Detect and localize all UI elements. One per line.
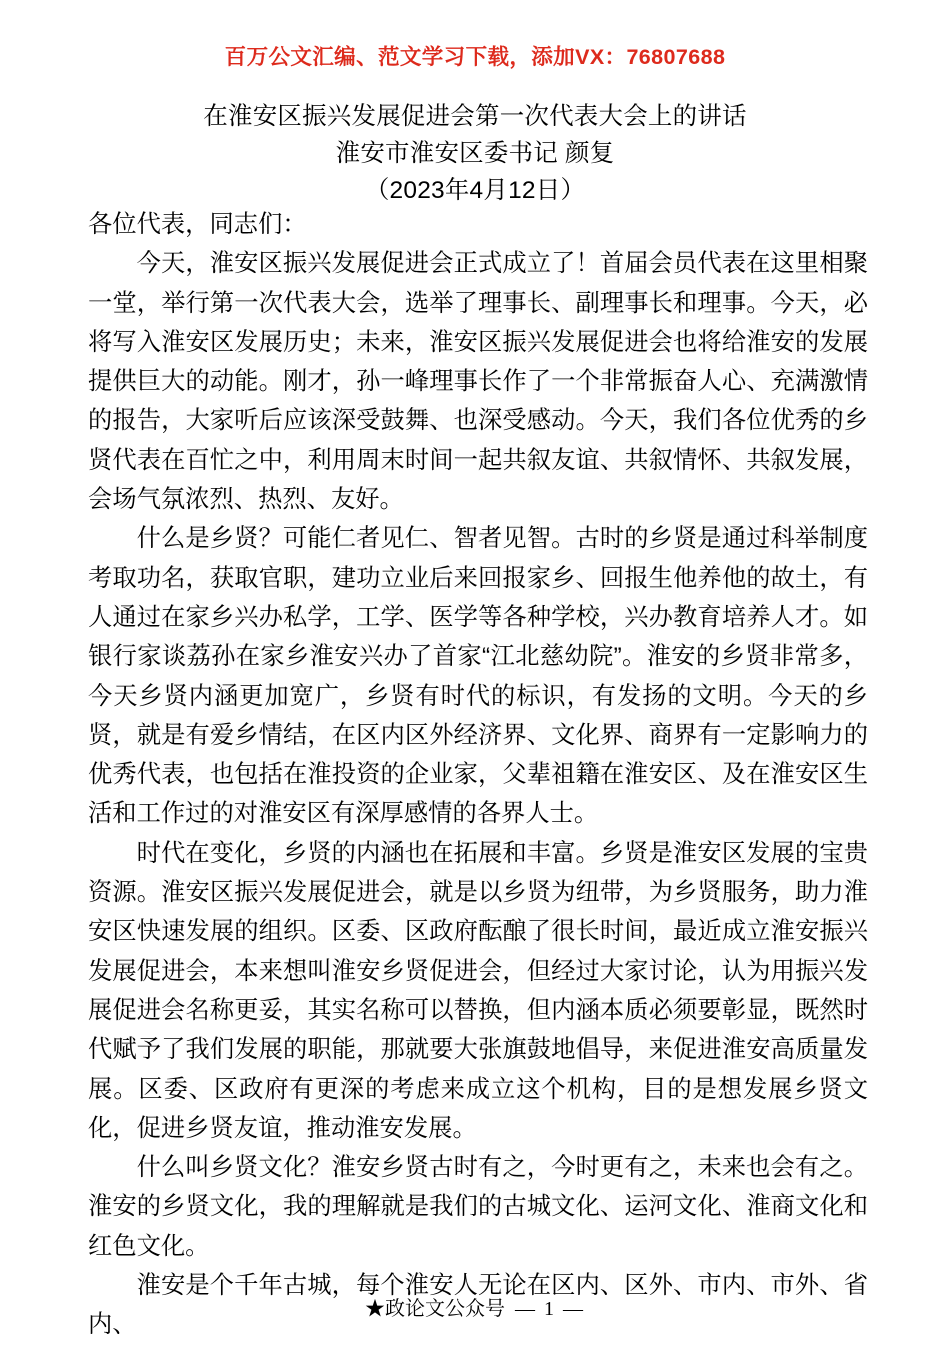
document-date: （2023年4月12日） — [364, 177, 586, 204]
body-paragraph: 今天，淮安区振兴发展促进会正式成立了！首届会员代表在这里相聚一堂，举行第一次代表大会，选举了理事长、副理事长和理事。今天，必将写入淮安区发展历史；未来，淮安区振兴发展促进会也将给淮安的发展提供巨大的动能。刚才，孙一峰理事长作了一个非常振奋人心、充满激情的报告，大家听后应该深受鼓舞、也深受感动。今天，我们各位优秀的乡贤代表在百忙之中，利用周末时间一起共叙友谊、共叙情怀、共叙发展，会场气氛浓烈、热烈、友好。 — [88, 250, 868, 514]
title-block — [0, 98, 950, 209]
page-footer — [0, 1292, 950, 1321]
document-title: 在淮安区振兴发展促进会第一次代表大会上的讲话 — [203, 103, 747, 130]
promo-banner: 百万公文汇编、范文学习下载，添加VX：76807688 — [224, 45, 726, 69]
footer-watermark: ★政论文公众号 — [365, 1298, 505, 1320]
document-byline: 淮安市淮安区委书记 颜复 — [335, 140, 615, 167]
body-paragraph: 淮安是个千年古城，每个淮安人无论在区内、区外、市内、市外、省内、 — [88, 1272, 868, 1339]
page-number: — 1 — — [515, 1298, 585, 1320]
body-paragraph: 什么是乡贤？可能仁者见仁、智者见智。古时的乡贤是通过科举制度考取功名，获取官职，建功立业后来回报家乡、回报生他养他的故土，有人通过在家乡兴办私学，工学、医学等各种学校，兴办教育培养人才。如银行家谈荔孙在家乡淮安兴办了首家“江北慈幼院”。淮安的乡贤非常多，今天乡贤内涵更加宽广，乡贤有时代的标识，有发扬的文明。今天的乡贤，就是有爱乡情结，在区内区外经济界、文化界、商界有一定影响力的优秀代表，也包括在淮投资的企业家，父辈祖籍在淮安区、及在淮安区生活和工作过的对淮安区有深厚感情的各界人士。 — [88, 525, 868, 828]
body-paragraph: 各位代表，同志们： — [88, 211, 307, 238]
body-paragraph: 时代在变化，乡贤的内涵也在拓展和丰富。乡贤是淮安区发展的宝贵资源。淮安区振兴发展促进会，就是以乡贤为纽带，为乡贤服务，助力淮安区快速发展的组织。区委、区政府酝酿了很长时间，最近成立淮安振兴发展促进会，本来想叫淮安乡贤促进会，但经过大家讨论，认为用振兴发展促进会名称更妥，其实名称可以替换，但内涵本质必须要彰显，既然时代赋予了我们发展的职能，那就要大张旗鼓地倡导，来促进淮安高质量发展。区委、区政府有更深的考虑来成立这个机构，目的是想发展乡贤文化，促进乡贤友谊，推动淮安发展。 — [88, 839, 868, 1142]
document-body — [88, 205, 868, 1345]
body-paragraph: 什么叫乡贤文化？淮安乡贤古时有之，今时更有之，未来也会有之。淮安的乡贤文化，我的理解就是我们的古城文化、运河文化、淮商文化和红色文化。 — [88, 1154, 868, 1260]
